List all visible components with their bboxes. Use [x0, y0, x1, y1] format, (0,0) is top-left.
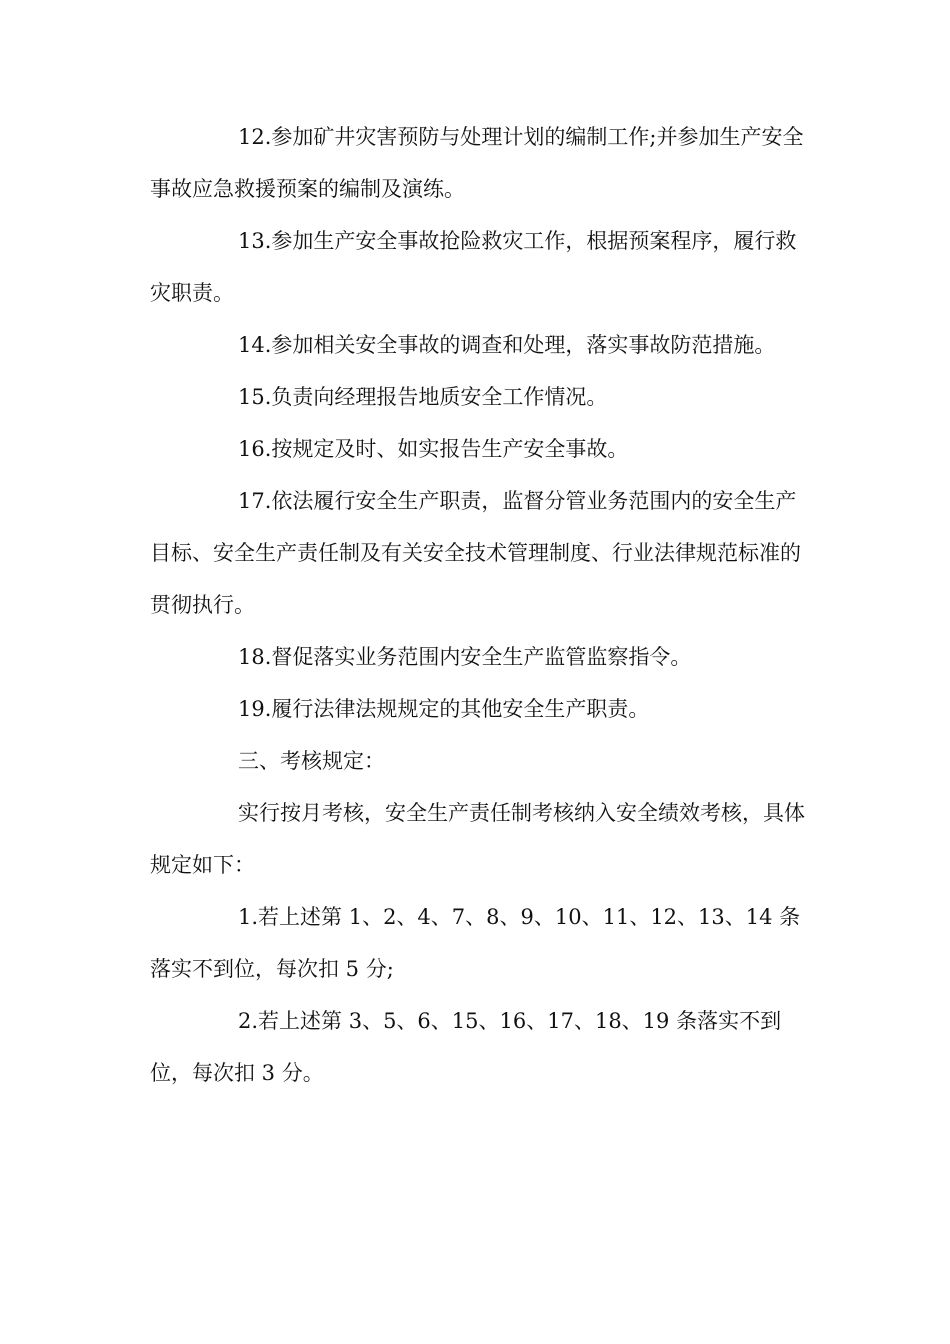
section-heading-assessment: 三、考核规定：: [238, 749, 385, 773]
paragraph-item-14: 14.参加相关安全事故的调查和处理，落实事故防范措施。: [238, 333, 776, 357]
document-body: [150, 111, 810, 1099]
paragraph-item-19: 19.履行法律法规规定的其他安全生产职责。: [238, 697, 650, 721]
paragraph-item-13: 13.参加生产安全事故抢险救灾工作，根据预案程序，履行救灾职责。: [150, 229, 797, 305]
paragraph-item-17: 17.依法履行安全生产职责，监督分管业务范围内的安全生产目标、安全生产责任制及有关安全技术管理制度、行业法律规范标准的贯彻执行。: [150, 489, 801, 617]
paragraph-item-15: 15.负责向经理报告地质安全工作情况。: [238, 385, 608, 409]
paragraph-item-16: 16.按规定及时、如实报告生产安全事故。: [238, 437, 629, 461]
assessment-intro: 实行按月考核，安全生产责任制考核纳入安全绩效考核，具体规定如下：: [150, 801, 805, 877]
assessment-rule-1: 1.若上述第 1、2、4、7、8、9、10、11、12、13、14 条落实不到位，每次扣 5 分;: [150, 905, 801, 981]
paragraph-item-18: 18.督促落实业务范围内安全生产监管监察指令。: [238, 645, 692, 669]
assessment-rule-2: 2.若上述第 3、5、6、15、16、17、18、19 条落实不到位，每次扣 3 分。: [150, 1009, 782, 1085]
paragraph-item-12: 12.参加矿井灾害预防与处理计划的编制工作;并参加生产安全事故应急救援预案的编制及演练。: [150, 125, 804, 201]
